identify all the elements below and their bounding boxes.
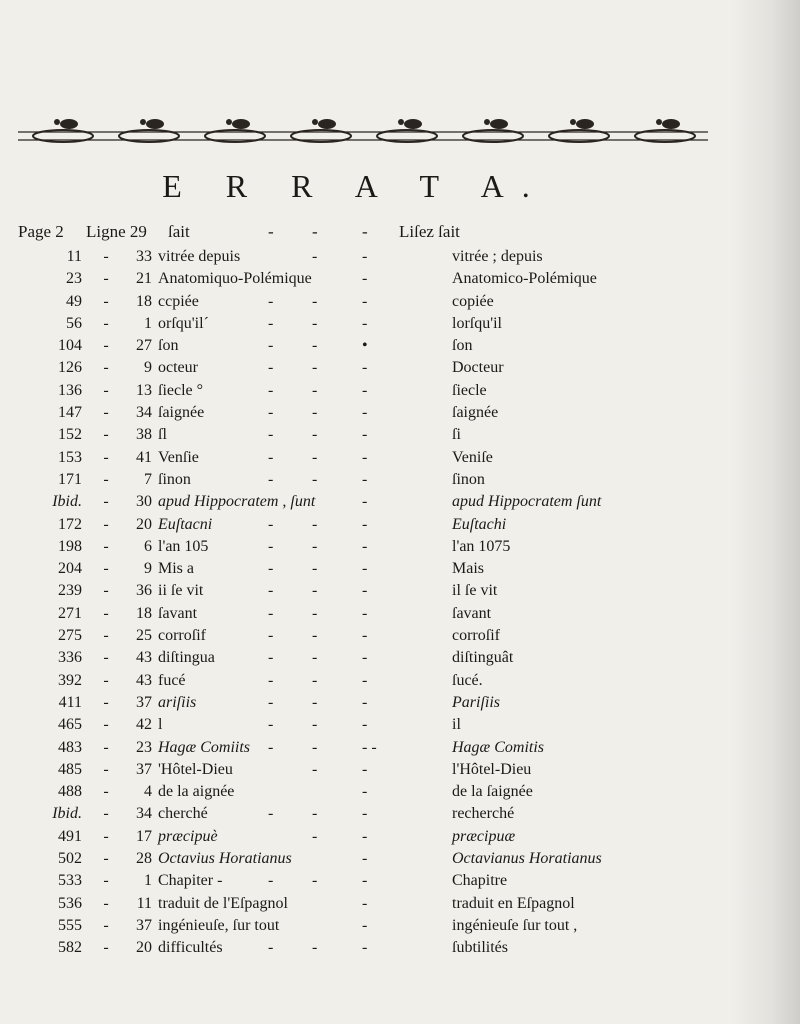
page-number: 271 [58, 604, 82, 622]
line-number: 37 [136, 760, 152, 778]
correction-text: l'Hôtel-Dieu [452, 760, 532, 778]
leader-dash: - [268, 337, 274, 355]
line-number: 20 [136, 515, 152, 533]
erratum-text: ſinon [158, 470, 191, 488]
erratum-text: octeur [158, 359, 198, 377]
errata-row [0, 469, 800, 491]
errata-row [0, 268, 800, 290]
erratum-text: ſiecle ° [158, 381, 204, 399]
ornament-scroll [463, 119, 523, 142]
page-number: 198 [58, 537, 82, 555]
header-lisez: Liſez ſait [399, 222, 460, 241]
page-number: 56 [66, 314, 82, 332]
leader-dash: - [268, 560, 274, 578]
separator-dash: - [103, 627, 109, 645]
correction-text: ſinon [452, 470, 485, 488]
header-dash: - [312, 222, 318, 241]
line-number: 30 [136, 493, 152, 511]
leader-dash: - [362, 894, 368, 912]
page-number: Ibid. [52, 805, 82, 823]
line-number: 4 [144, 783, 152, 801]
leader-dash: - [362, 671, 368, 689]
erratum-text: ſavant [158, 604, 198, 622]
ornament-scroll [119, 119, 179, 142]
leader-dash: - [268, 314, 274, 332]
erratum-text: orſqu'il´ [158, 314, 209, 332]
separator-dash: - [103, 248, 109, 265]
leader-dash: - [312, 337, 318, 355]
leader-dash: - [268, 582, 274, 600]
leader-dash: - [362, 693, 368, 711]
leader-dash: - [312, 248, 318, 265]
errata-header-row [0, 222, 800, 244]
correction-text: Mais [452, 560, 484, 578]
page-number: 49 [66, 292, 82, 310]
leader-dash: - [362, 916, 368, 934]
separator-dash: - [103, 827, 109, 845]
page-number: 152 [58, 426, 82, 444]
separator-dash: - [103, 850, 109, 868]
separator-dash: - [103, 270, 109, 288]
erratum-text: traduit de l'Eſpagnol [158, 894, 288, 912]
line-number: 11 [136, 894, 152, 912]
page-number: 172 [58, 515, 82, 533]
errata-row [0, 536, 800, 558]
separator-dash: - [103, 582, 109, 600]
correction-text: ſi [452, 426, 461, 444]
line-number: 33 [136, 248, 152, 265]
errata-row [0, 893, 800, 915]
leader-dash: - [312, 582, 318, 600]
leader-dash: - [268, 515, 274, 533]
leader-dash: - [312, 381, 318, 399]
correction-text: vitrée ; depuis [452, 248, 543, 265]
leader-dash: - [268, 381, 274, 399]
separator-dash: - [103, 448, 109, 466]
separator-dash: - [103, 359, 109, 377]
leader-dash: - [312, 693, 318, 711]
errata-row [0, 357, 800, 379]
line-number: 43 [136, 671, 152, 689]
header-dash: - [268, 222, 274, 241]
leader-dash: • [362, 337, 368, 355]
page-number: 555 [58, 916, 82, 934]
page-number: 239 [58, 582, 82, 600]
leader-dash: - [268, 604, 274, 622]
page-number: 465 [58, 716, 82, 734]
separator-dash: - [103, 760, 109, 778]
errata-row [0, 848, 800, 870]
erratum-text: ſl [158, 426, 167, 444]
separator-dash: - [103, 537, 109, 555]
erratum-text: ſaignée [158, 404, 205, 422]
correction-text: Hagæ Comitis [452, 738, 545, 756]
ornament-scroll [291, 119, 351, 142]
line-number: 7 [144, 470, 152, 488]
line-number: 1 [144, 872, 152, 890]
correction-text: de la ſaignée [452, 783, 533, 801]
errata-row [0, 514, 800, 536]
separator-dash: - [103, 872, 109, 890]
leader-dash: - [362, 850, 368, 868]
leader-dash: - [362, 604, 368, 622]
leader-dash: - [362, 872, 368, 890]
errata-row [0, 603, 800, 625]
leader-dash: - [312, 760, 318, 778]
separator-dash: - [103, 337, 109, 355]
errata-row [0, 580, 800, 602]
page-number: 104 [58, 337, 82, 355]
leader-dash: - [362, 805, 368, 823]
leader-dash: - [312, 515, 318, 533]
leader-dash: - [268, 537, 274, 555]
line-number: 37 [136, 693, 152, 711]
leader-dash: - [268, 627, 274, 645]
erratum-text: Hagæ Comiits [158, 738, 251, 756]
errata-row [0, 870, 800, 892]
leader-dash: - [362, 404, 368, 422]
line-number: 1 [144, 314, 152, 332]
header-line-label: Ligne 29 [86, 222, 147, 241]
separator-dash: - [103, 604, 109, 622]
erratum-text: præcipuè [158, 827, 218, 845]
correction-text: il [452, 716, 461, 734]
page-number: 491 [58, 827, 82, 845]
header-page-label: Page 2 [18, 222, 64, 241]
errata-row [0, 915, 800, 937]
line-number: 34 [136, 404, 152, 422]
correction-text: ſaignée [452, 404, 499, 422]
leader-dash: - [312, 671, 318, 689]
correction-text: l'an 1075 [452, 537, 511, 555]
line-number: 17 [136, 827, 152, 845]
errata-row [0, 781, 800, 803]
separator-dash: - [103, 716, 109, 734]
separator-dash: - [103, 738, 109, 756]
errata-row [0, 937, 800, 959]
line-number: 38 [136, 426, 152, 444]
leader-dash: - [362, 627, 368, 645]
erratum-text: diſtingua [158, 649, 215, 667]
line-number: 21 [136, 270, 152, 288]
page-number: 485 [58, 760, 82, 778]
leader-dash: - [268, 649, 274, 667]
correction-text: il ſe vit [452, 582, 498, 600]
correction-text: Docteur [452, 359, 504, 377]
correction-text: ſiecle [452, 381, 487, 399]
leader-dash: - [362, 537, 368, 555]
errata-row [0, 246, 800, 268]
page-number: 153 [58, 448, 82, 466]
errata-row [0, 714, 800, 736]
leader-dash: - [268, 872, 274, 890]
errata-row [0, 692, 800, 714]
leader-dash: - [362, 939, 368, 957]
page-number: 533 [58, 872, 82, 890]
page-number: 582 [58, 939, 82, 957]
erratum-text: cherché [158, 805, 208, 823]
page-number: Ibid. [52, 493, 82, 511]
errata-row [0, 424, 800, 446]
separator-dash: - [103, 470, 109, 488]
erratum-text: Euſtacni [158, 515, 213, 533]
separator-dash: - [103, 805, 109, 823]
leader-dash: - [312, 560, 318, 578]
correction-text: ſavant [452, 604, 492, 622]
leader-dash: - [268, 470, 274, 488]
errata-row [0, 647, 800, 669]
errata-title: E R R A T A. [162, 168, 548, 204]
separator-dash: - [103, 314, 109, 332]
ornament-scroll [205, 119, 265, 142]
errata-row [0, 447, 800, 469]
header-dash: - [362, 222, 368, 241]
ornament-scroll [549, 119, 609, 142]
errata-list [0, 246, 800, 960]
leader-dash: - [362, 248, 368, 265]
correction-text: lorſqu'il [452, 314, 502, 332]
page-number: 147 [58, 404, 82, 422]
leader-dash: - [362, 270, 368, 288]
line-number: 43 [136, 649, 152, 667]
erratum-text: apud Hippocratem , ſunt [158, 493, 316, 511]
leader-dash: - [362, 827, 368, 845]
header-erratum: ſait [168, 222, 190, 241]
line-number: 6 [144, 537, 152, 555]
separator-dash: - [103, 916, 109, 934]
erratum-text: ingénieuſe, ſur tout [158, 916, 280, 934]
leader-dash: - [362, 493, 368, 511]
correction-text: diſtinguât [452, 649, 514, 667]
errata-row [0, 335, 800, 357]
leader-dash: - [362, 783, 368, 801]
erratum-text: difficultés [158, 939, 223, 957]
leader-dash: - [268, 738, 274, 756]
leader-dash: - [268, 805, 274, 823]
leader-dash: - [362, 314, 368, 332]
leader-dash: - [312, 649, 318, 667]
leader-dash: - [312, 738, 318, 756]
erratum-text: fucé [158, 671, 186, 689]
erratum-text: 'Hôtel-Dieu [158, 760, 233, 778]
correction-text: corroſif [452, 627, 500, 645]
errata-row [0, 759, 800, 781]
leader-dash: - [312, 805, 318, 823]
errata-row [0, 402, 800, 424]
page-number: 502 [58, 850, 82, 868]
line-number: 13 [136, 381, 152, 399]
correction-text: traduit en Eſpagnol [452, 894, 575, 912]
page-number: 536 [58, 894, 82, 912]
line-number: 18 [136, 604, 152, 622]
leader-dash: - [362, 359, 368, 377]
erratum-text: ii ſe vit [158, 582, 204, 600]
correction-text: ſucé. [452, 671, 483, 689]
errata-row [0, 803, 800, 825]
separator-dash: - [103, 671, 109, 689]
line-number: 25 [136, 627, 152, 645]
erratum-text: Venſie [158, 448, 199, 466]
line-number: 34 [136, 805, 152, 823]
page-number: 204 [58, 560, 82, 578]
correction-text: ſubtilités [452, 939, 508, 957]
leader-dash: - [312, 359, 318, 377]
leader-dash: - [362, 560, 368, 578]
line-number: 36 [136, 582, 152, 600]
errata-row [0, 826, 800, 848]
leader-dash: - [362, 448, 368, 466]
line-number: 20 [136, 939, 152, 957]
page-number: 411 [58, 693, 82, 711]
page-number: 488 [58, 783, 82, 801]
leader-dash: - [268, 693, 274, 711]
separator-dash: - [103, 783, 109, 801]
leader-dash: - [362, 515, 368, 533]
errata-row [0, 491, 800, 513]
leader-dash: - [362, 426, 368, 444]
leader-dash: - [312, 627, 318, 645]
page-number: 171 [58, 470, 82, 488]
line-number: 28 [136, 850, 152, 868]
erratum-text: ariſiis [158, 693, 197, 711]
correction-text: Veniſe [452, 448, 493, 466]
line-number: 41 [136, 448, 152, 466]
erratum-text: corroſif [158, 627, 206, 645]
errata-row [0, 291, 800, 313]
leader-dash: - [268, 671, 274, 689]
leader-dash: - [268, 359, 274, 377]
leader-dash: - [362, 760, 368, 778]
erratum-text: de la aignée [158, 783, 235, 801]
errata-row [0, 380, 800, 402]
separator-dash: - [103, 426, 109, 444]
leader-dash: - [312, 604, 318, 622]
separator-dash: - [103, 649, 109, 667]
erratum-text: l'an 105 [158, 537, 209, 555]
leader-dash: - [268, 404, 274, 422]
correction-text: præcipuæ [452, 827, 516, 845]
page-number: 11 [66, 248, 82, 265]
separator-dash: - [103, 493, 109, 511]
separator-dash: - [103, 693, 109, 711]
page-number: 483 [58, 738, 82, 756]
errata-row [0, 670, 800, 692]
leader-dash: - [312, 537, 318, 555]
ornament-scroll [33, 119, 93, 142]
leader-dash: - [312, 470, 318, 488]
leader-dash: - - [362, 738, 377, 756]
leader-dash: - [362, 292, 368, 310]
correction-text: ſon [452, 337, 473, 355]
page-number: 23 [66, 270, 82, 288]
erratum-text: Chapiter - [158, 872, 223, 890]
line-number: 18 [136, 292, 152, 310]
correction-text: copiée [452, 292, 494, 310]
leader-dash: - [312, 292, 318, 310]
erratum-text: ccpiée [158, 292, 199, 310]
leader-dash: - [268, 448, 274, 466]
leader-dash: - [312, 426, 318, 444]
separator-dash: - [103, 560, 109, 578]
leader-dash: - [362, 649, 368, 667]
correction-text: apud Hippocratem ſunt [452, 493, 602, 511]
separator-dash: - [103, 894, 109, 912]
erratum-text: Mis a [158, 560, 194, 578]
errata-row [0, 558, 800, 580]
correction-text: recherché [452, 805, 515, 823]
leader-dash: - [312, 939, 318, 957]
separator-dash: - [103, 515, 109, 533]
leader-dash: - [268, 716, 274, 734]
separator-dash: - [103, 404, 109, 422]
erratum-text: Anatomiquo-Polémique [158, 270, 312, 288]
page-number: 136 [58, 381, 82, 399]
leader-dash: - [268, 292, 274, 310]
correction-text: ingénieuſe ſur tout , [452, 916, 578, 934]
correction-text: Euſtachi [452, 515, 507, 533]
leader-dash: - [312, 404, 318, 422]
erratum-text: l [158, 716, 163, 734]
errata-row [0, 625, 800, 647]
erratum-text: vitrée depuis [158, 248, 241, 265]
leader-dash: - [268, 426, 274, 444]
erratum-text: Octavius Horatianus [158, 850, 292, 868]
correction-text: Pariſiis [452, 693, 501, 711]
ornament-scroll [377, 119, 437, 142]
correction-text: Octavianus Horatianus [452, 850, 602, 868]
line-number: 37 [136, 916, 152, 934]
leader-dash: - [362, 716, 368, 734]
line-number: 9 [144, 560, 152, 578]
leader-dash: - [362, 582, 368, 600]
line-number: 27 [136, 337, 152, 355]
line-number: 23 [136, 738, 152, 756]
page-number: 126 [58, 359, 82, 377]
leader-dash: - [312, 872, 318, 890]
page-number: 336 [58, 649, 82, 667]
page-number: 392 [58, 671, 82, 689]
ornament-scroll [635, 119, 695, 142]
line-number: 42 [136, 716, 152, 734]
decorative-header-ornament-icon [18, 110, 708, 154]
correction-text: Anatomico-Polémique [452, 270, 597, 288]
correction-text: Chapitre [452, 872, 508, 890]
separator-dash: - [103, 292, 109, 310]
separator-dash: - [103, 939, 109, 957]
separator-dash: - [103, 381, 109, 399]
leader-dash: - [362, 381, 368, 399]
errata-row [0, 737, 800, 759]
errata-row [0, 313, 800, 335]
leader-dash: - [312, 827, 318, 845]
leader-dash: - [362, 470, 368, 488]
leader-dash: - [312, 716, 318, 734]
line-number: 9 [144, 359, 152, 377]
erratum-text: ſon [158, 337, 179, 355]
leader-dash: - [312, 448, 318, 466]
leader-dash: - [312, 314, 318, 332]
leader-dash: - [268, 939, 274, 957]
page-number: 275 [58, 627, 82, 645]
